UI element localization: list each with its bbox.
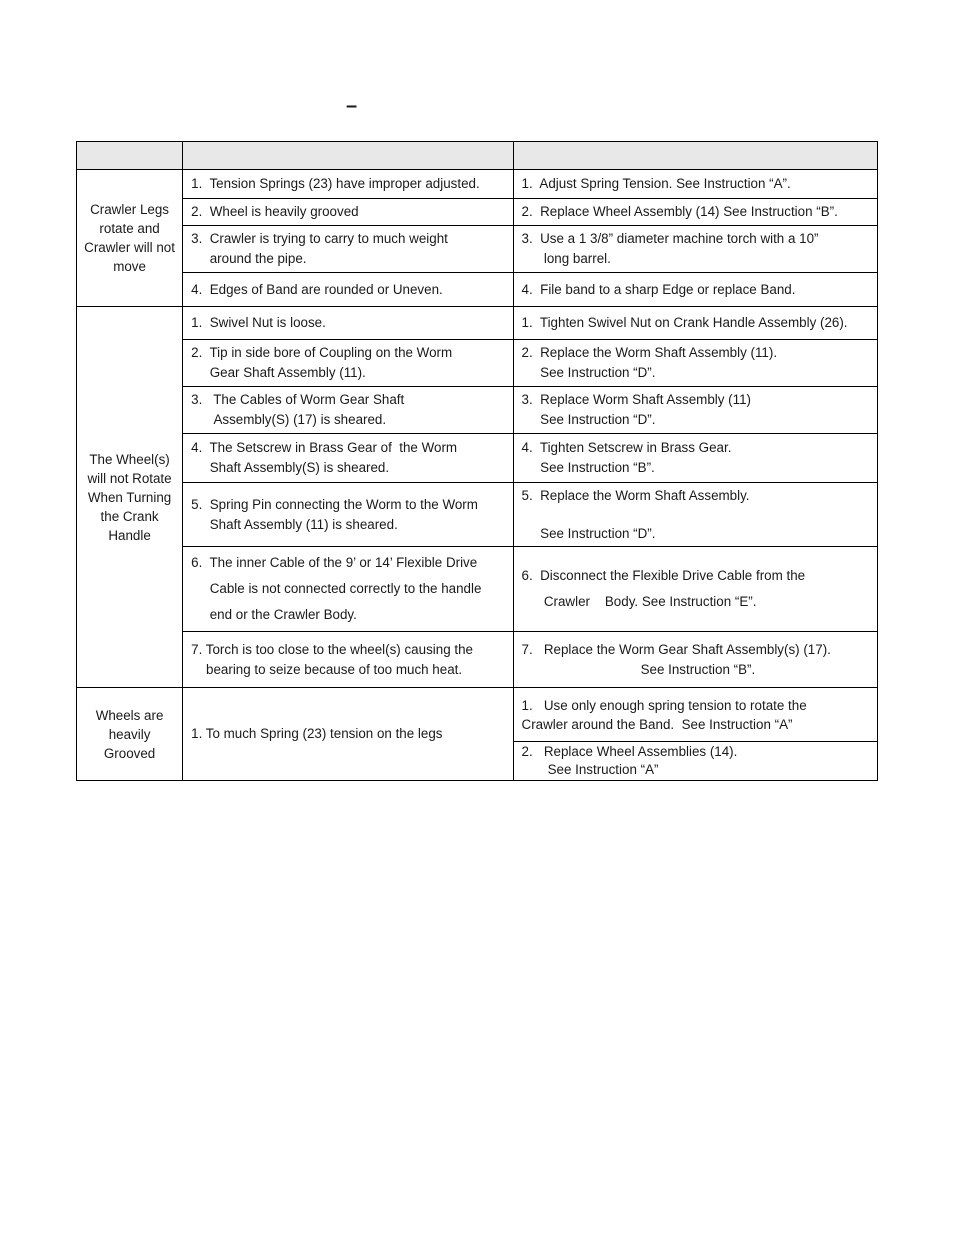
table-row	[77, 387, 878, 434]
remedy-cell: 4. Tighten Setscrew in Brass Gear. See Instruction “B”.	[513, 434, 877, 483]
table-row	[77, 688, 878, 742]
table-row	[77, 547, 878, 632]
troubleshooting-table	[76, 141, 878, 781]
cause-cell: 1. Tension Springs (23) have improper adjusted.	[183, 170, 513, 199]
cause-cell: 1. Swivel Nut is loose.	[183, 307, 513, 340]
cause-cell: 4. Edges of Band are rounded or Uneven.	[183, 273, 513, 307]
cause-cell: 2. Tip in side bore of Coupling on the Worm Gear Shaft Assembly (11).	[183, 340, 513, 387]
symptom-cell: Wheels are heavily Grooved	[77, 688, 183, 781]
page-title-mark: –	[346, 95, 358, 117]
remedy-cell: 6. Disconnect the Flexible Drive Cable from the Crawler Body. See Instruction “E”.	[513, 547, 877, 632]
remedy-cell: 1. Adjust Spring Tension. See Instruction “A”.	[513, 170, 877, 199]
cause-cell: 4. The Setscrew in Brass Gear of the Worm Shaft Assembly(S) is sheared.	[183, 434, 513, 483]
table-row	[77, 307, 878, 340]
cause-cell: 3. Crawler is trying to carry to much weight around the pipe.	[183, 226, 513, 273]
remedy-cell: 1. Tighten Swivel Nut on Crank Handle Assembly (26).	[513, 307, 877, 340]
remedy-cell: 4. File band to a sharp Edge or replace Band.	[513, 273, 877, 307]
table-row	[77, 170, 878, 199]
header-remedy	[513, 142, 877, 170]
cause-cell: 6. The inner Cable of the 9’ or 14’ Flexible Drive Cable is not connected correctly to the handle end or the Crawler Body.	[183, 547, 513, 632]
table-row	[77, 483, 878, 547]
remedy-cell: 5. Replace the Worm Shaft Assembly. See Instruction “D”.	[513, 483, 877, 547]
table-row	[77, 340, 878, 387]
cause-cell: 7. Torch is too close to the wheel(s) causing the bearing to seize because of too much heat.	[183, 632, 513, 688]
cause-cell: 5. Spring Pin connecting the Worm to the Worm Shaft Assembly (11) is sheared.	[183, 483, 513, 547]
cause-cell: 2. Wheel is heavily grooved	[183, 199, 513, 226]
remedy-cell: 7. Replace the Worm Gear Shaft Assembly(s) (17). See Instruction “B”.	[513, 632, 877, 688]
cause-cell: 3. The Cables of Worm Gear Shaft Assembly(S) (17) is sheared.	[183, 387, 513, 434]
remedy-cell: 3. Use a 1 3/8” diameter machine torch with a 10” long barrel.	[513, 226, 877, 273]
table-row	[77, 273, 878, 307]
table-header-row	[77, 142, 878, 170]
table-row	[77, 434, 878, 483]
remedy-cell: 2. Replace Wheel Assembly (14) See Instruction “B”.	[513, 199, 877, 226]
table-row	[77, 199, 878, 226]
header-symptom	[77, 142, 183, 170]
table-row	[77, 226, 878, 273]
remedy-cell: 2. Replace the Worm Shaft Assembly (11). See Instruction “D”.	[513, 340, 877, 387]
table-row	[77, 632, 878, 688]
symptom-cell: Crawler Legs rotate and Crawler will not move	[77, 170, 183, 307]
remedy-cell: 2. Replace Wheel Assemblies (14). See Instruction “A”	[513, 742, 877, 781]
header-cause	[183, 142, 513, 170]
remedy-cell: 1. Use only enough spring tension to rotate the Crawler around the Band. See Instruction “A”	[513, 688, 877, 742]
remedy-cell: 3. Replace Worm Shaft Assembly (11) See Instruction “D”.	[513, 387, 877, 434]
cause-cell: 1. To much Spring (23) tension on the legs	[183, 688, 513, 781]
symptom-cell: The Wheel(s) will not Rotate When Turning the Crank Handle	[77, 307, 183, 688]
